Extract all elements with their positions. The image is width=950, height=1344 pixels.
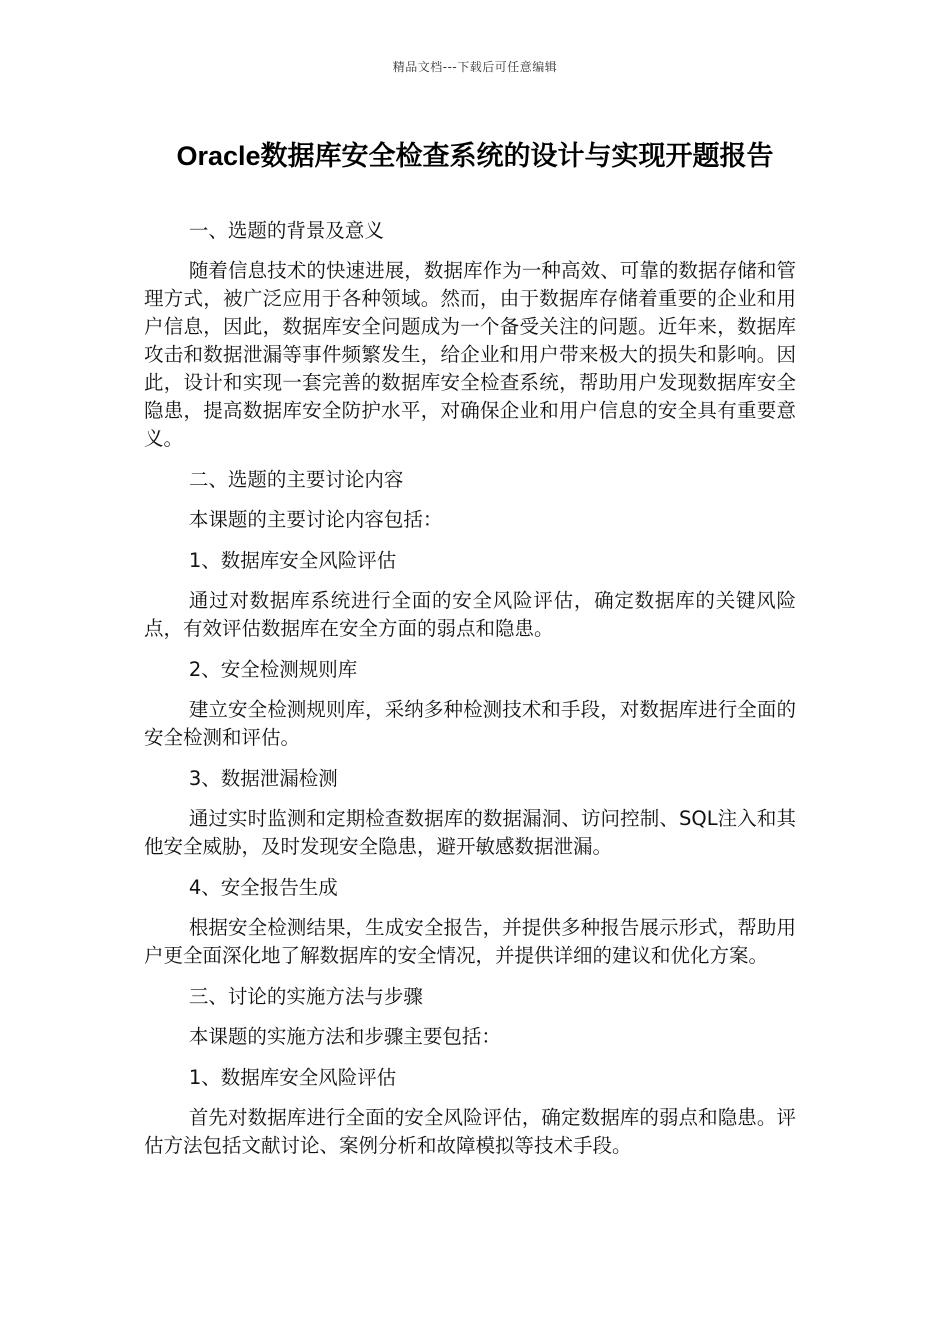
paragraph-risk-assessment: 通过对数据库系统进行全面的安全风险评估，确定数据库的关键风险点，有效评估数据库在安全方面的弱点和隐患。 (144, 589, 796, 640)
paragraph-leak-detection: 通过实时监测和定期检查数据库的数据漏洞、访问控制、SQL注入和其他安全威胁，及时发现安全隐患，避开敏感数据泄漏。 (144, 807, 796, 858)
document-title: Oracle数据库安全检查系统的设计与实现开题报告 (176, 141, 774, 171)
subheading-rule-library: 2、安全检测规则库 (188, 658, 358, 681)
paragraph-report-generation: 根据安全检测结果，生成安全报告，并提供多种报告展示形式，帮助用户更全面深化地了解数据库的安全情况，并提供详细的建议和优化方案。 (144, 916, 796, 967)
subheading-report-generation: 4、安全报告生成 (188, 876, 338, 899)
paragraph-background: 随着信息技术的快速进展，数据库作为一种高效、可靠的数据存储和管理方式，被广泛应用于各种领域。然而，由于数据库存储着重要的企业和用户信息，因此，数据库安全问题成为一个备受关注的问题。近年来，数据库攻击和数据泄漏等事件频繁发生，给企业和用户带来极大的损失和影响。因此，设计和实现一套完善的数据库安全检查系统，帮助用户发现数据库安全隐患，提高数据库安全防护水平，对确保企业和用户信息的安全具有重要意义。 (144, 259, 796, 450)
paragraph-methods-intro: 本课题的实施方法和步骤主要包括： (188, 1025, 501, 1048)
document-body (144, 217, 796, 1173)
header-note: 精品文档---下载后可任意编辑 (392, 60, 558, 74)
paragraph-rule-library: 建立安全检测规则库，采纳多种检测技术和手段，对数据库进行全面的安全检测和评估。 (144, 698, 796, 749)
paragraph-research-intro: 本课题的主要讨论内容包括： (188, 508, 443, 531)
section-heading-background: 一、选题的背景及意义 (188, 219, 384, 242)
paragraph-methods-risk-assessment: 首先对数据库进行全面的安全风险评估，确定数据库的弱点和隐患。评估方法包括文献讨论、案例分析和故障模拟等技术手段。 (144, 1106, 796, 1157)
subheading-leak-detection: 3、数据泄漏检测 (188, 767, 338, 790)
subheading-risk-assessment: 1、数据库安全风险评估 (188, 549, 397, 572)
subheading-methods-risk-assessment: 1、数据库安全风险评估 (188, 1066, 397, 1089)
section-heading-methods: 三、讨论的实施方法与步骤 (188, 985, 423, 1008)
section-heading-research-content: 二、选题的主要讨论内容 (188, 468, 404, 491)
